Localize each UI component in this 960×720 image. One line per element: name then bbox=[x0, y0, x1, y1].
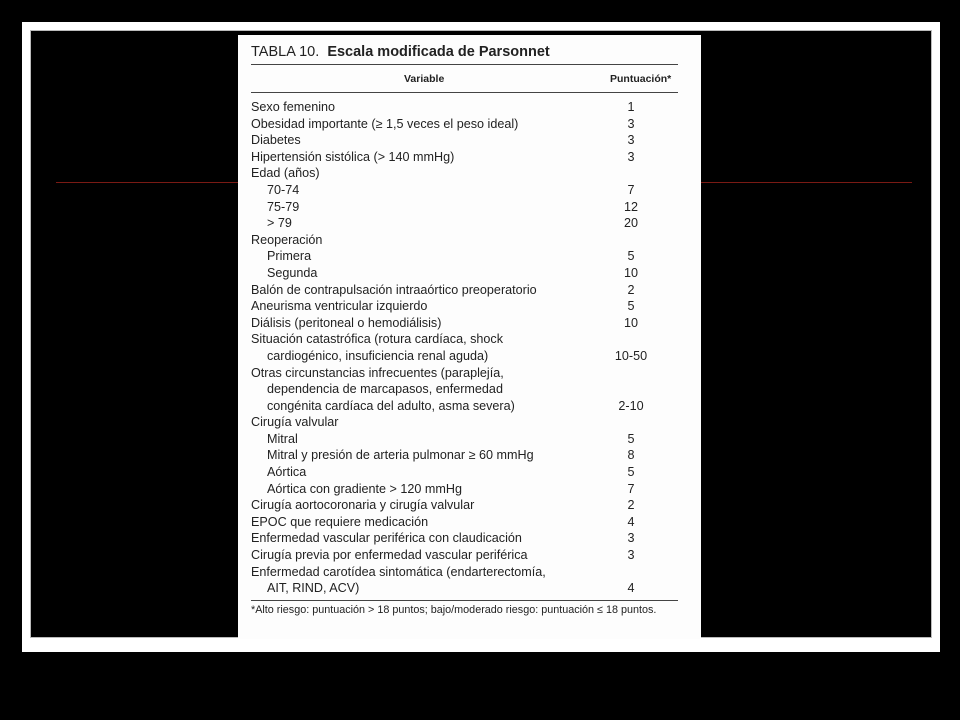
row-score: 5 bbox=[627, 299, 635, 314]
row-score: 4 bbox=[627, 514, 635, 529]
row-score: 2-10 bbox=[618, 398, 644, 413]
row-label: Otras circunstancias infrecuentes (paraplejía, bbox=[251, 365, 504, 380]
table-row bbox=[251, 215, 681, 232]
column-header-score: Puntuación* bbox=[610, 73, 672, 85]
row-label: Balón de contrapulsación intraaórtico preoperatorio bbox=[251, 282, 537, 297]
row-label: > 79 bbox=[267, 216, 292, 231]
row-label: Edad (años) bbox=[251, 166, 320, 181]
table-row bbox=[251, 547, 681, 564]
row-label: congénita cardíaca del adulto, asma severa) bbox=[267, 398, 515, 413]
row-label: cardiogénico, insuficiencia renal aguda) bbox=[267, 348, 489, 363]
row-score: 10-50 bbox=[614, 348, 648, 363]
row-label: Situación catastrófica (rotura cardíaca, shock bbox=[251, 332, 503, 347]
table-row bbox=[251, 248, 681, 265]
row-label: dependencia de marcapasos, enfermedad bbox=[267, 382, 503, 397]
table-row bbox=[251, 398, 681, 415]
column-header-variable: Variable bbox=[404, 73, 445, 85]
table-row bbox=[251, 414, 681, 431]
table-row bbox=[251, 331, 681, 348]
row-label: Aórtica bbox=[267, 465, 307, 480]
table-row bbox=[251, 497, 681, 514]
table-number: TABLA 10. bbox=[251, 44, 320, 60]
row-label: Cirugía aortocoronaria y cirugía valvular bbox=[251, 498, 475, 513]
row-label: Aórtica con gradiente > 120 mmHg bbox=[267, 481, 462, 496]
row-score: 3 bbox=[627, 531, 635, 546]
row-label: 70-74 bbox=[267, 182, 300, 197]
table-row bbox=[251, 265, 681, 282]
table-row bbox=[251, 431, 681, 448]
row-score: 7 bbox=[627, 481, 635, 496]
row-label: Reoperación bbox=[251, 232, 323, 247]
row-score: 5 bbox=[627, 249, 635, 264]
table-row bbox=[251, 514, 681, 531]
table-row bbox=[251, 365, 681, 382]
row-label: Diálisis (peritoneal o hemodiálisis) bbox=[251, 315, 442, 330]
row-label: EPOC que requiere medicación bbox=[251, 514, 429, 529]
row-label: Obesidad importante (≥ 1,5 veces el peso ideal) bbox=[251, 116, 519, 131]
row-label: Aneurisma ventricular izquierdo bbox=[251, 299, 428, 314]
table-image bbox=[238, 35, 701, 639]
row-score: 3 bbox=[627, 116, 635, 131]
row-label: AIT, RIND, ACV) bbox=[267, 581, 360, 596]
row-label: 75-79 bbox=[267, 199, 300, 214]
table-row bbox=[251, 564, 681, 581]
row-label: Mitral y presión de arteria pulmonar ≥ 60 mmHg bbox=[267, 448, 534, 463]
table-row bbox=[251, 298, 681, 315]
row-score: 3 bbox=[627, 133, 635, 148]
table-row bbox=[251, 199, 681, 216]
table-row bbox=[251, 530, 681, 547]
table-body bbox=[251, 99, 681, 597]
row-score: 12 bbox=[623, 199, 638, 214]
row-score: 1 bbox=[627, 100, 635, 114]
row-score: 4 bbox=[627, 581, 635, 596]
row-score: 8 bbox=[627, 448, 635, 463]
row-score: 3 bbox=[627, 548, 635, 563]
row-label: Mitral bbox=[267, 431, 298, 446]
table-row bbox=[251, 580, 681, 597]
row-label: Primera bbox=[267, 249, 312, 264]
row-label: Enfermedad vascular periférica con claudicación bbox=[251, 531, 522, 546]
row-label: Hipertensión sistólica (> 140 mmHg) bbox=[251, 149, 455, 164]
row-label: Cirugía valvular bbox=[251, 415, 339, 430]
row-score: 20 bbox=[623, 216, 638, 231]
table-row bbox=[251, 481, 681, 498]
row-label: Sexo femenino bbox=[251, 100, 336, 114]
row-score: 7 bbox=[627, 182, 635, 197]
table-row bbox=[251, 99, 681, 116]
table-row bbox=[251, 149, 681, 166]
table-row bbox=[251, 464, 681, 481]
table-row bbox=[251, 165, 681, 182]
top-rule bbox=[251, 64, 678, 65]
row-label: Cirugía previa por enfermedad vascular periférica bbox=[251, 548, 528, 563]
row-label: Enfermedad carotídea sintomática (endarterectomía, bbox=[251, 564, 546, 579]
table-row bbox=[251, 282, 681, 299]
table-heading: Escala modificada de Parsonnet bbox=[327, 44, 550, 60]
row-score: 5 bbox=[627, 431, 635, 446]
table-row bbox=[251, 132, 681, 149]
table-row bbox=[251, 315, 681, 332]
row-score: 10 bbox=[623, 265, 638, 280]
table-row bbox=[251, 182, 681, 199]
table-row bbox=[251, 447, 681, 464]
header-rule bbox=[251, 92, 678, 93]
table-row bbox=[251, 348, 681, 365]
row-score: 10 bbox=[623, 315, 638, 330]
table-title bbox=[251, 44, 550, 60]
row-score: 2 bbox=[627, 282, 635, 297]
row-score: 3 bbox=[627, 149, 635, 164]
bottom-rule bbox=[251, 600, 678, 601]
row-label: Segunda bbox=[267, 265, 318, 280]
table-footnote: *Alto riesgo: puntuación > 18 puntos; bajo/moderado riesgo: puntuación ≤ 18 puntos. bbox=[251, 604, 657, 616]
row-label: Diabetes bbox=[251, 133, 301, 148]
table-row bbox=[251, 232, 681, 249]
table-row bbox=[251, 116, 681, 133]
row-score: 2 bbox=[627, 498, 635, 513]
table-row bbox=[251, 381, 681, 398]
row-score: 5 bbox=[627, 465, 635, 480]
